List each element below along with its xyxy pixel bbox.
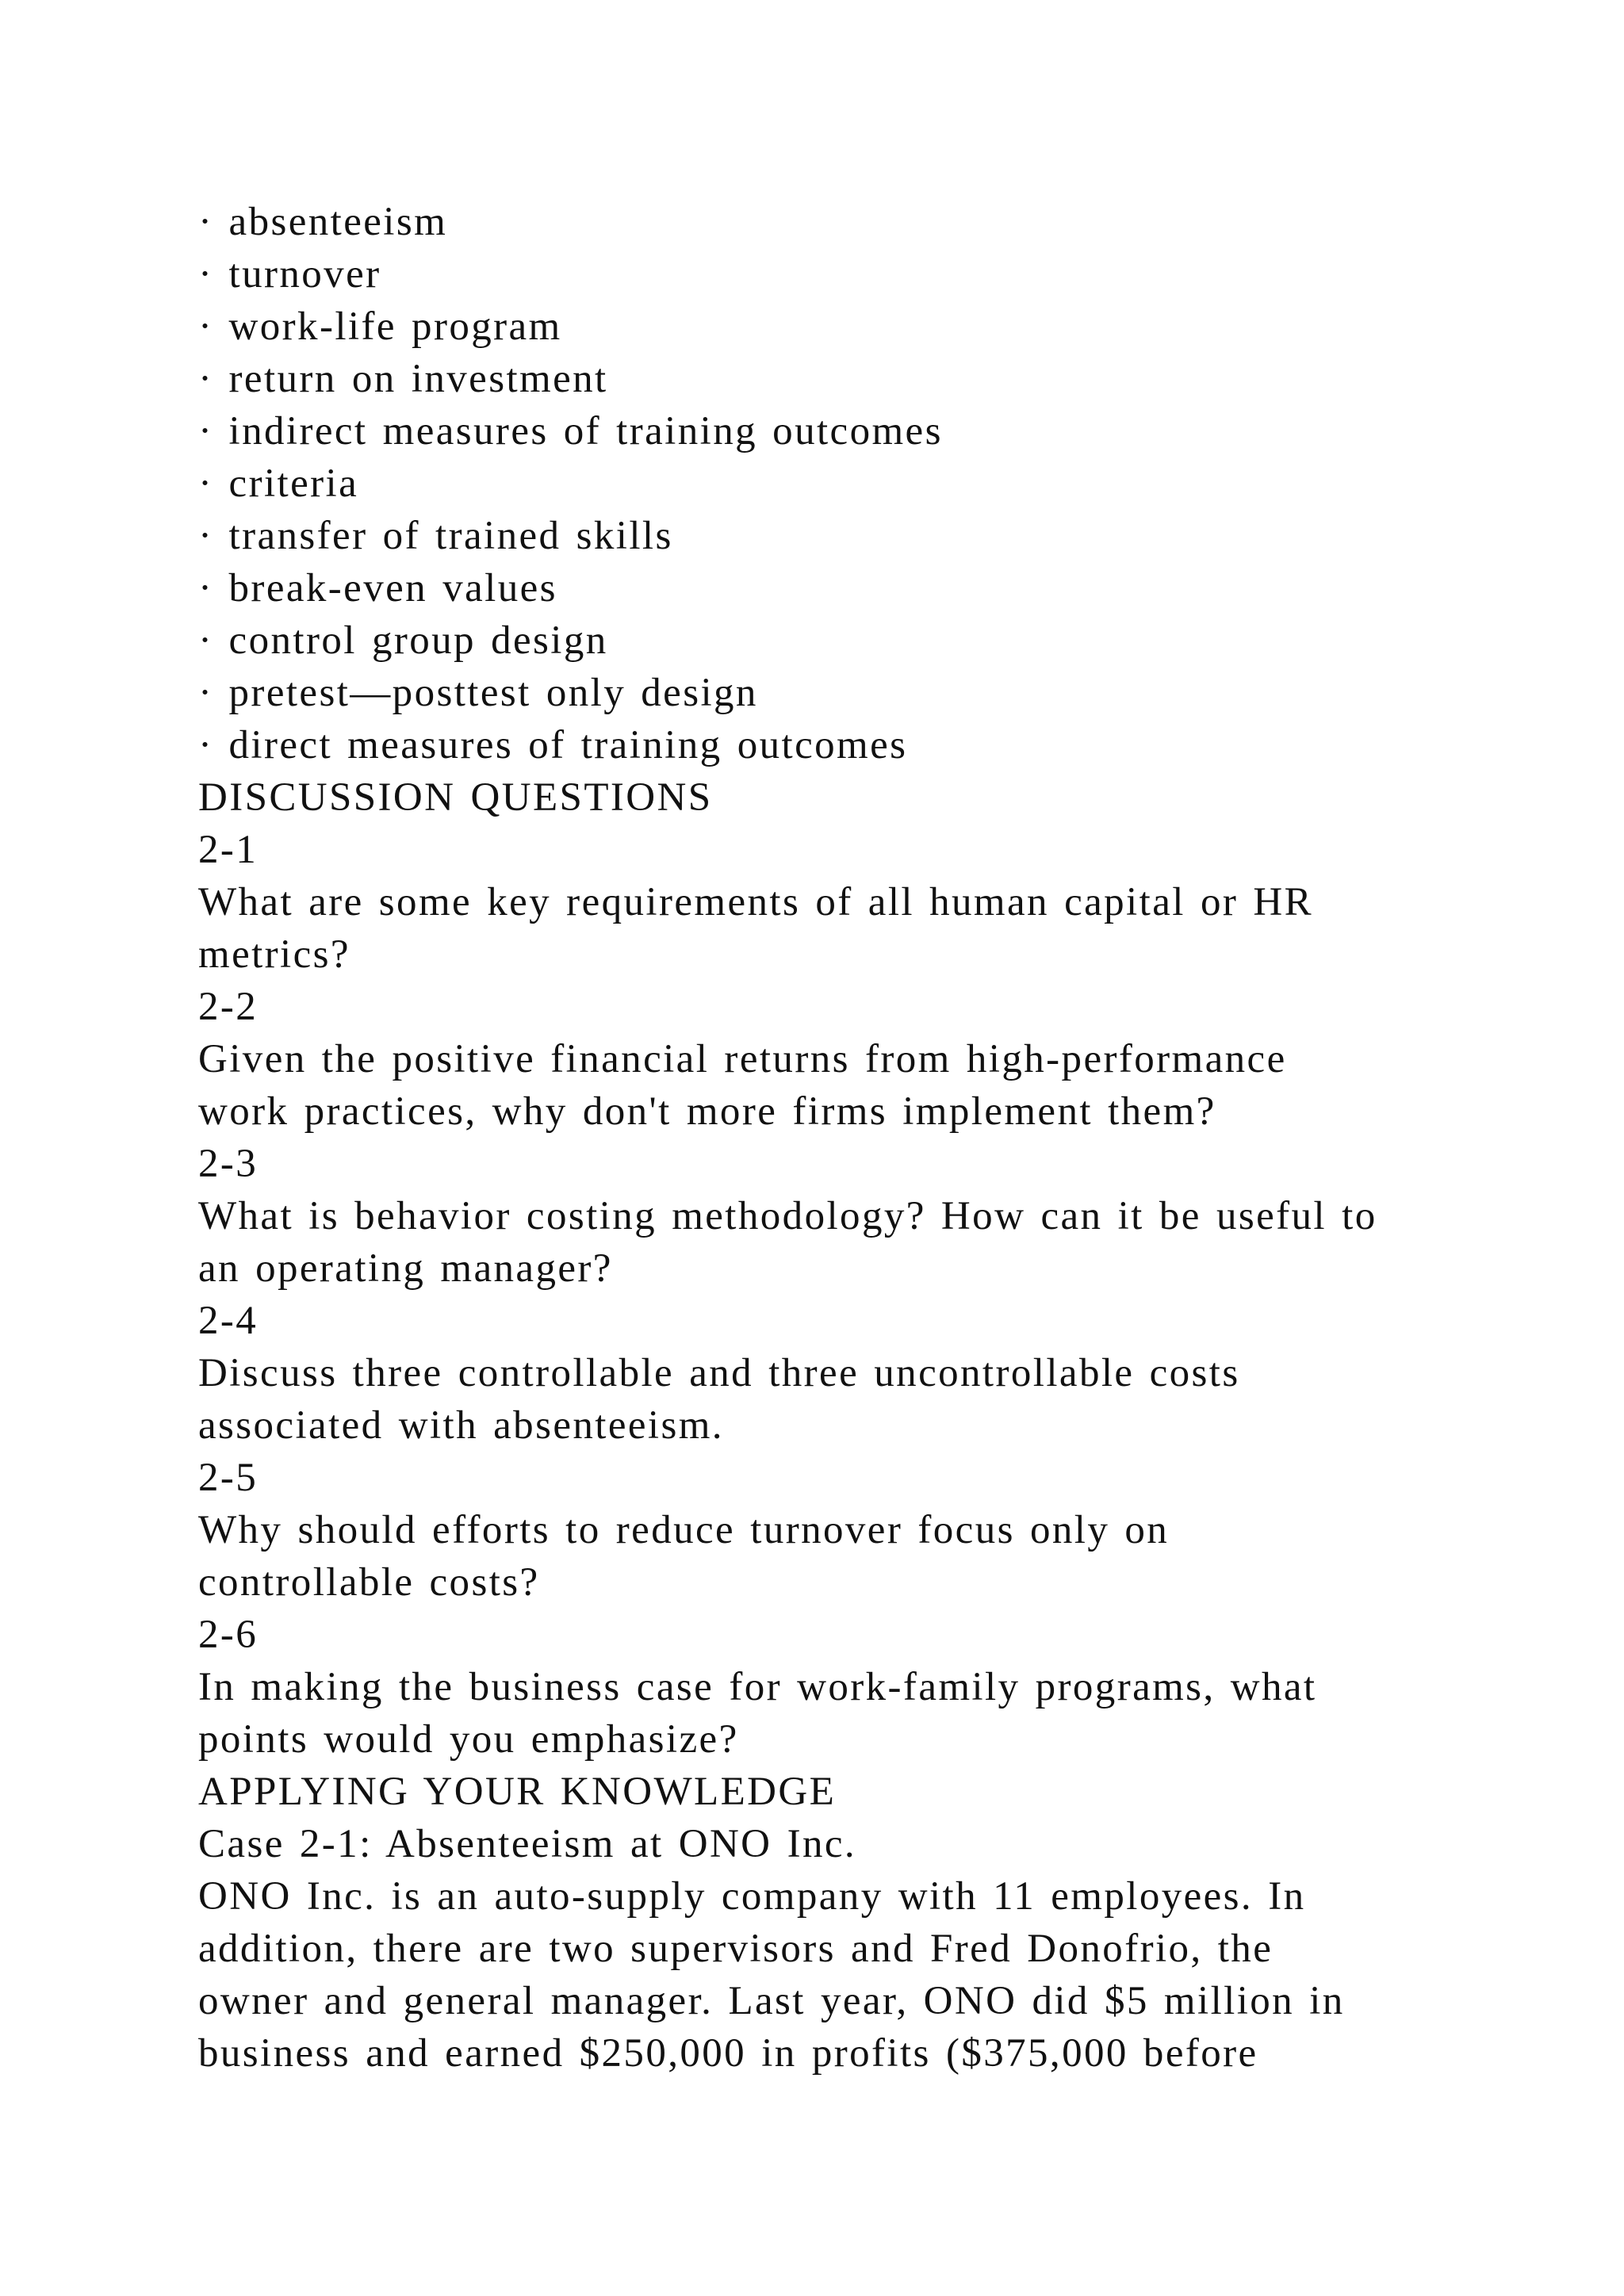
key-term-item: · pretest—posttest only design (198, 671, 758, 715)
case-paragraph (198, 1870, 1435, 2080)
applying-knowledge-heading: APPLYING YOUR KNOWLEDGE (198, 1770, 837, 1814)
key-term-item: · direct measures of training outcomes (198, 723, 908, 767)
document-text (198, 196, 1435, 2080)
key-terms-list (198, 196, 1435, 771)
case-title: Case 2-1: Absenteeism at ONO Inc. (198, 1822, 857, 1866)
key-term-item: · indirect measures of training outcomes (198, 409, 943, 453)
question-text-line: metrics? (198, 932, 350, 977)
key-term-item: · work-life program (198, 304, 562, 349)
question-number: 2-1 (198, 828, 259, 872)
question-2-4 (198, 1295, 1435, 1452)
question-text-line: Why should efforts to reduce turnover focus only on (198, 1508, 1170, 1552)
discussion-questions-heading: DISCUSSION QUESTIONS (198, 775, 713, 820)
question-number: 2-4 (198, 1299, 259, 1343)
key-term-item: · transfer of trained skills (198, 514, 673, 558)
question-2-6 (198, 1609, 1435, 1766)
key-term-item: · turnover (198, 252, 381, 297)
question-text-line: In making the business case for work-family programs, what (198, 1665, 1317, 1709)
case-text-line: ONO Inc. is an auto-supply company with 11 employees. In (198, 1874, 1306, 1919)
case-text-line: owner and general manager. Last year, ONO did $5 million in (198, 1979, 1345, 2023)
key-term-item: · return on investment (198, 357, 608, 401)
question-number: 2-2 (198, 985, 259, 1029)
question-2-1 (198, 824, 1435, 981)
question-2-2 (198, 981, 1435, 1138)
question-2-3 (198, 1138, 1435, 1295)
question-text-line: points would you emphasize? (198, 1717, 739, 1762)
case-text-line: addition, there are two supervisors and Fred Donofrio, the (198, 1927, 1274, 1971)
question-text-line: work practices, why don't more firms implement them? (198, 1089, 1216, 1134)
question-number: 2-3 (198, 1142, 259, 1186)
key-term-item: · criteria (198, 461, 359, 506)
question-text-line: an operating manager? (198, 1246, 613, 1291)
key-term-item: · absenteeism (198, 200, 448, 244)
key-term-item: · control group design (198, 618, 608, 663)
question-text-line: Given the positive financial returns from high-performance (198, 1037, 1287, 1081)
question-text-line: What is behavior costing methodology? How can it be useful to (198, 1194, 1377, 1238)
question-text-line: controllable costs? (198, 1560, 540, 1605)
key-term-item: · break-even values (198, 566, 557, 610)
question-text-line: What are some key requirements of all human capital or HR (198, 880, 1314, 924)
question-2-5 (198, 1452, 1435, 1609)
question-text-line: associated with absenteeism. (198, 1403, 724, 1448)
question-number: 2-5 (198, 1456, 259, 1500)
case-text-line: business and earned $250,000 in profits ($375,000 before (198, 2031, 1258, 2076)
question-text-line: Discuss three controllable and three uncontrollable costs (198, 1351, 1240, 1395)
question-number: 2-6 (198, 1613, 259, 1657)
